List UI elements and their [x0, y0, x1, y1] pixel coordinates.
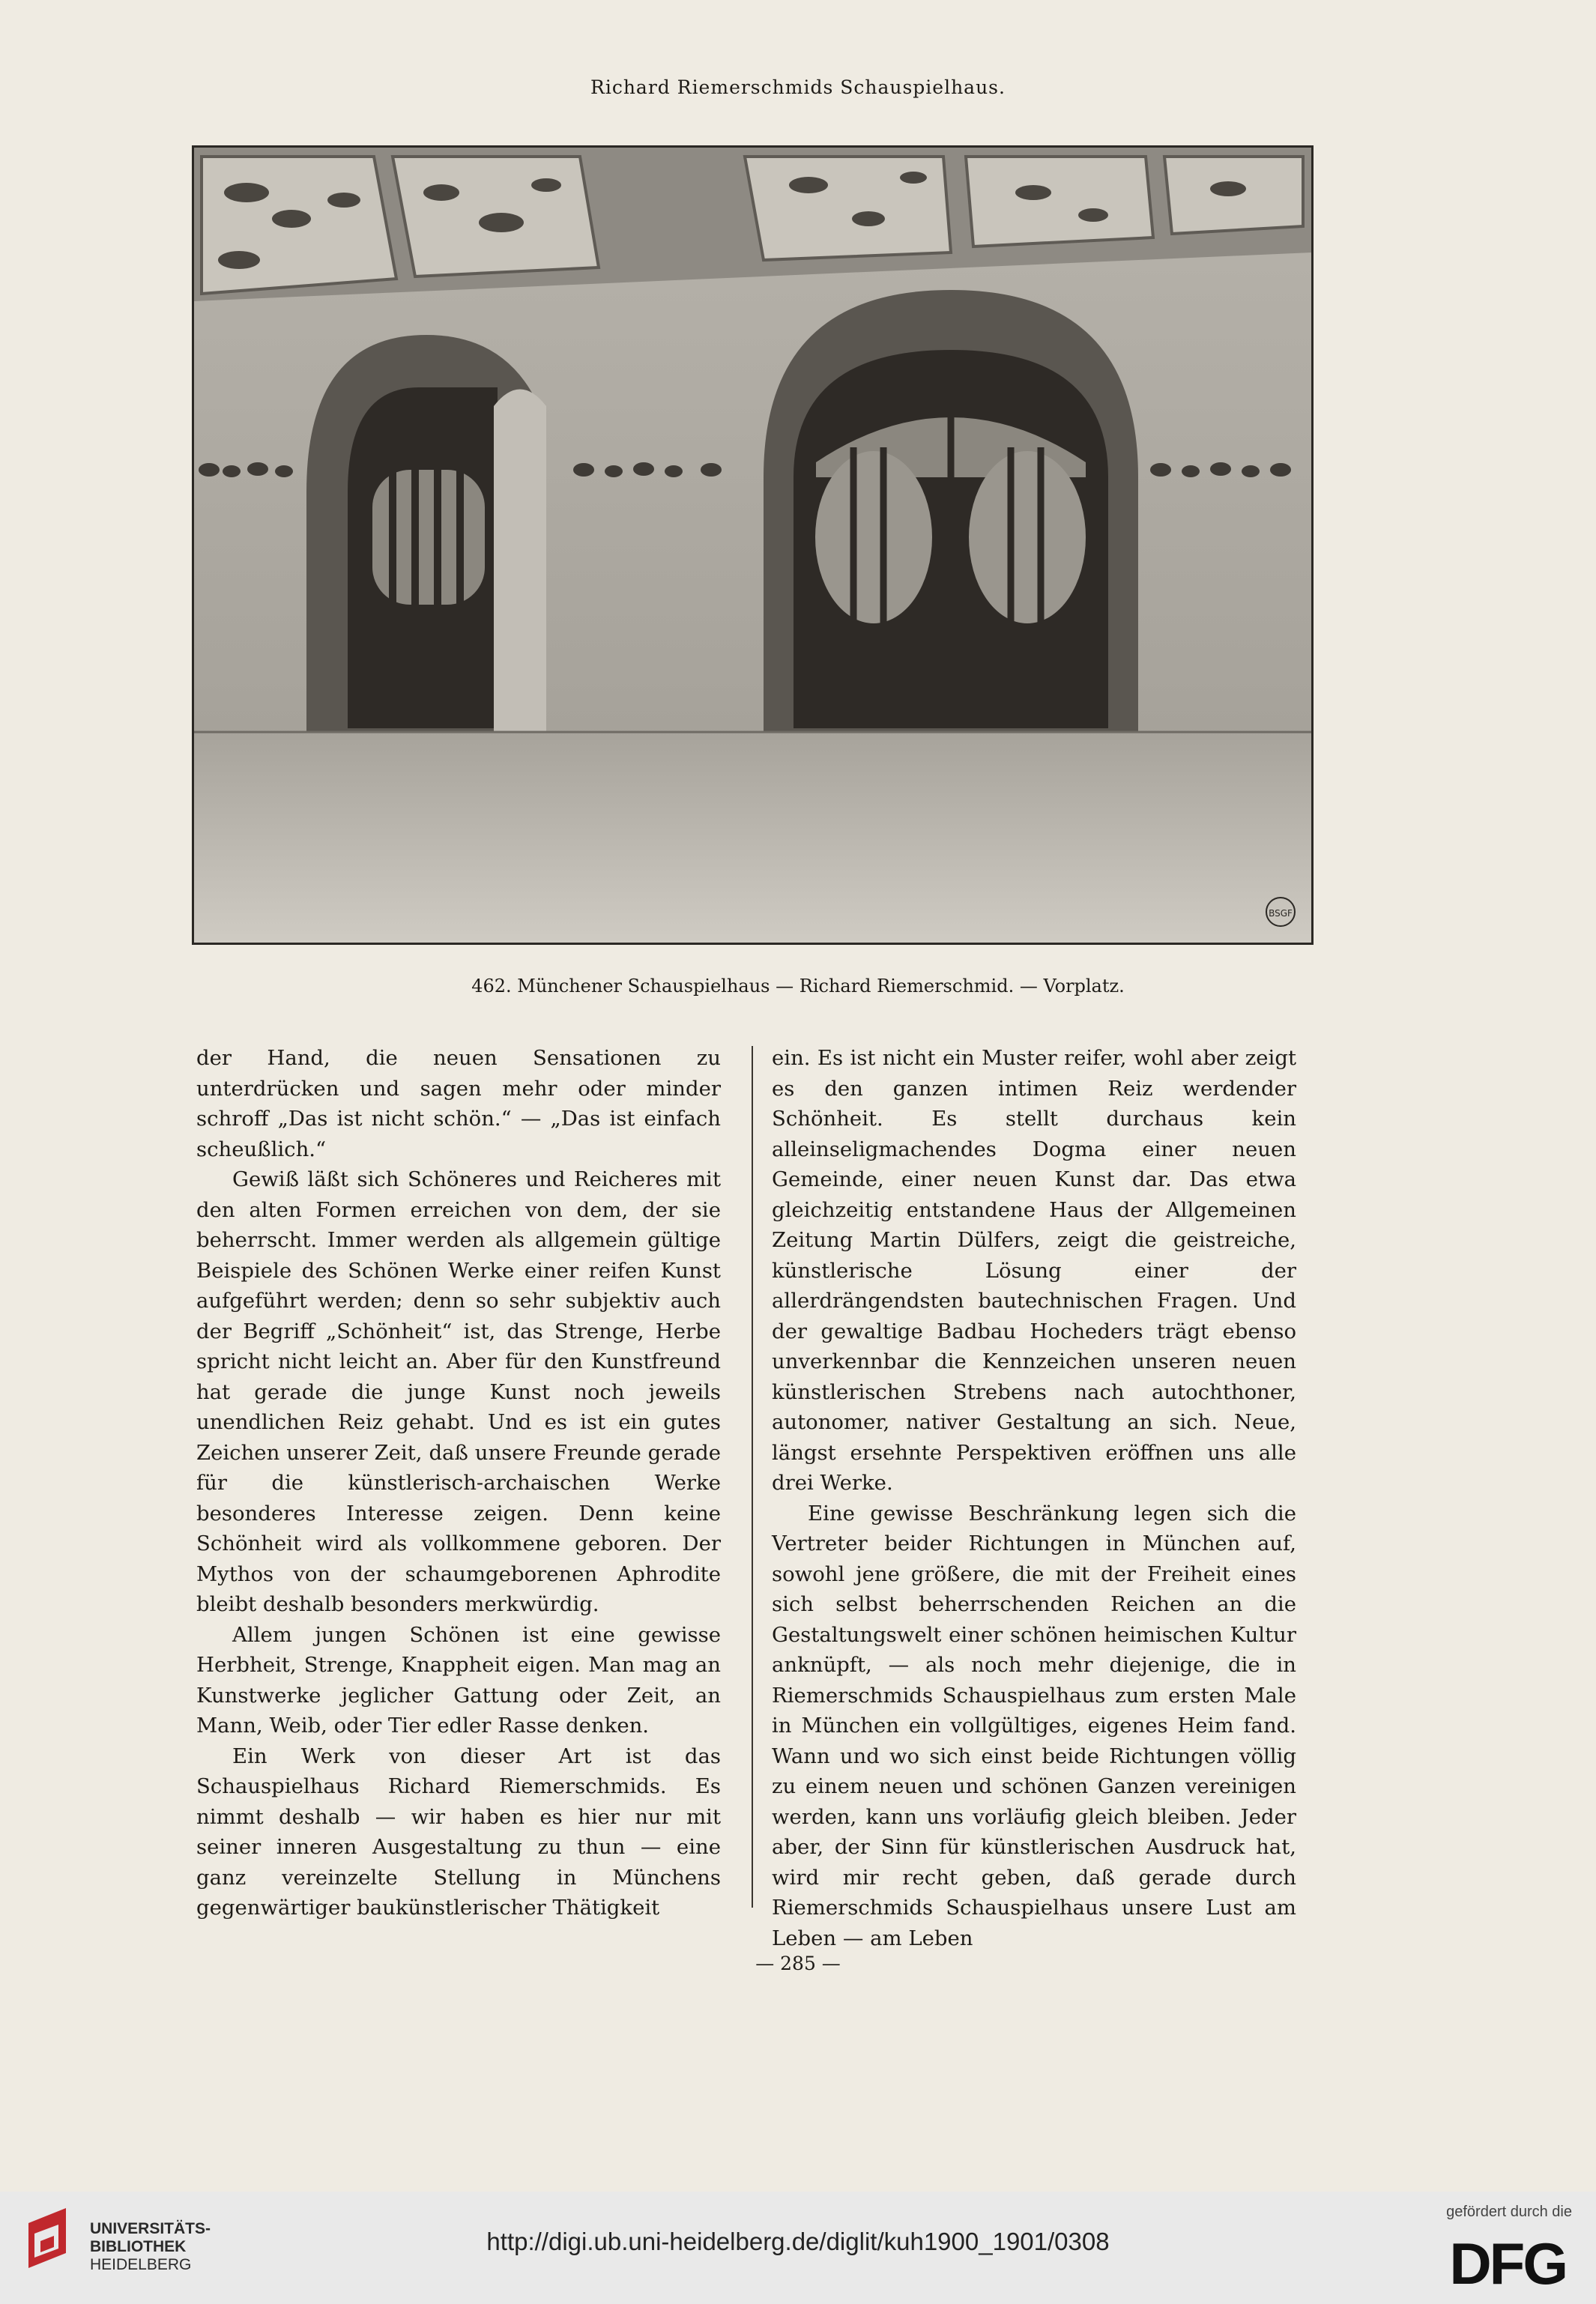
paragraph: Allem jungen Schönen ist eine gewisse Herbheit, Strenge, Knappheit eigen. Man mag an Kunstwerke jeglicher Gattung oder Zeit, an Mann, Weib, oder Tier edler Rasse denken. — [196, 1622, 721, 1738]
photograph-vestibule — [192, 145, 1314, 945]
paragraph: der Hand, die neuen Sensationen zu unterdrücken und sagen mehr oder minder schroff „Das ist nicht schön.“ — „Das ist einfach scheußlich.“ — [196, 1046, 721, 1161]
funding-note: gefördert durch die — [1446, 2204, 1572, 2220]
text-column-left — [196, 1043, 721, 1923]
svg-text:BSGF: BSGF — [1269, 908, 1293, 919]
library-name: UNIVERSITÄTS- BIBLIOTHEK HEIDELBERG — [90, 2220, 211, 2273]
paragraph: Gewiß läßt sich Schöneres und Reicheres mit den alten Formen erreichen von dem, der sie beherrscht. Immer werden als allgemein gültige Beispiele des Schönen Werke einer reifen Kunst aufgeführt werden; denn so sehr subjektiv auch der Begriff „Schönheit“ ist, das Strenge, Herbe spricht nicht leicht an. Aber für den Kunstfreund hat gerade die junge Kunst noch jeweils unendlichen Reiz gehabt. Und es ist ein gutes Zeichen unserer Zeit, daß unsere Freunde gerade für die künstlerisch-archaischen Werke besonderes Interesse zeigen. Denn keine Schönheit wird als vollkommene geboren. Der Mythos von der schaumgeborenen Aphrodite bleibt deshalb besonders merkwürdig. — [196, 1167, 721, 1616]
digitization-footer — [0, 2192, 1596, 2304]
paragraph: ein. Es ist nicht ein Muster reifer, wohl aber zeigt es den ganzen intimen Reiz werdender Schönheit. Es stellt durchaus kein alleinseligmachendes Dogma einer neuen Gemeinde, einer neuen Kunst dar. Das etwa gleichzeitig entstandene Haus der Allgemeinen Zeitung Martin Dülfers, zeigt die geistreiche, künstlerische Lösung einer der allerdrängendsten bautechnischen Fragen. Und der gewaltige Badbau Hocheders trägt ebenso unverkennbar die Kennzeichen unseren neuen künstlerischen Strebens nach autochthoner, autonomer, nativer Gestaltung an sich. Neue, längst ersehnte Perspektiven eröffnen uns alle drei Werke. — [772, 1046, 1296, 1495]
paragraph: Ein Werk von dieser Art ist das Schauspielhaus Richard Riemerschmids. Es nimmt deshalb — wir haben es hier nur mit seiner inneren Ausgestaltung zu thun — eine ganz vereinzelte Stellung in Münchens gegenwärtiger baukünstlerischer Thätigkeit — [196, 1744, 721, 1920]
running-head: Richard Riemerschmids Schauspielhaus. — [590, 76, 1006, 98]
column-divider — [752, 1046, 753, 1908]
page-number: — 285 — — [755, 1953, 841, 1974]
vestibule-illustration — [194, 148, 1311, 943]
text-column-right — [772, 1043, 1296, 1953]
figure-caption: 462. Münchener Schauspielhaus — Richard Riemerschmid. — Vorplatz. — [471, 976, 1125, 997]
paragraph: Eine gewisse Beschränkung legen sich die Vertreter beider Richtungen in München auf, sowohl jene größere, die mit der Freiheit eines sich selbst beherrschenden Reichen an die Gestaltungswelt einer schönen heimischen Kultur anknüpft, — als noch mehr diejenige, die in Riemerschmids Schauspielhaus zum ersten Male in München ein vollgültiges, eigenes Heim fand. Wann und wo sich einst beide Richtungen völlig zu einem neuen und schönen Ganzen vereinigen werden, kann uns vorläufig gleich bleiben. Jeder aber, der Sinn für künstlerischen Ausdruck hat, wird mir recht geben, daß gerade durch Riemerschmids Schauspielhaus unsere Lust am Leben — am Leben — [772, 1501, 1296, 1950]
dfg-logo: DFG — [1449, 2231, 1566, 2297]
permalink-url[interactable]: http://digi.ub.uni-heidelberg.de/diglit/kuh1900_1901/0308 — [486, 2228, 1110, 2255]
